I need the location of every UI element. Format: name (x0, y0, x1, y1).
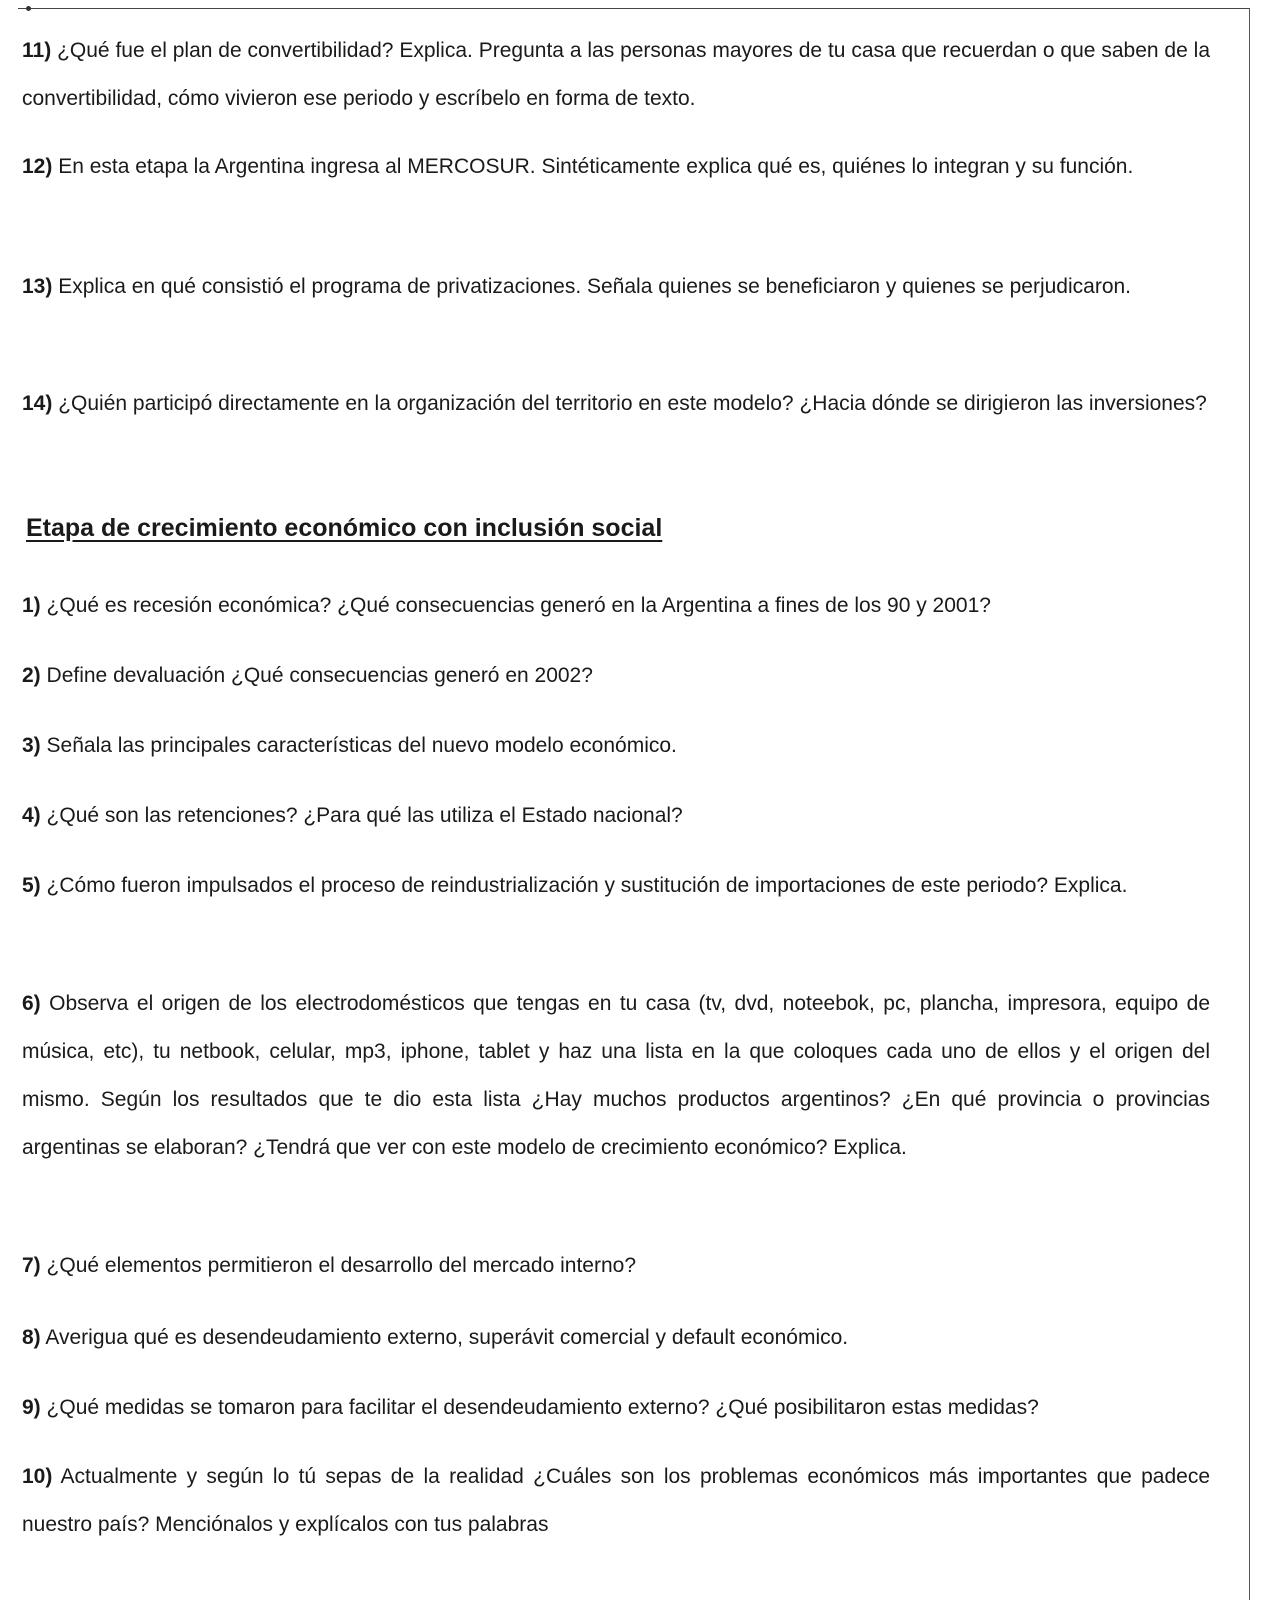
question-number: 14) (22, 392, 53, 415)
question-12 (22, 143, 1210, 191)
question-10 (22, 1453, 1210, 1549)
question-number: 6) (22, 992, 41, 1015)
question-8 (22, 1314, 1210, 1362)
question-number: 10) (22, 1465, 53, 1488)
question-text: Observa el origen de los electrodomésticos que tengas en tu casa (tv, dvd, noteebok, pc, plancha, impresora, equipo de música, etc), tu netbook, celular, mp3, iphone, tablet y haz una lista en la que coloques cada uno de ellos y el origen del mismo. Según los resultados que te dio esta lista ¿Hay muchos productos argentinos? ¿En qué provincia o provincias argentinas se elaboran? ¿Tendrá que ver con este modelo de crecimiento económico? Explica. (22, 992, 1210, 1159)
question-text: ¿Qué fue el plan de convertibilidad? Explica. Pregunta a las personas mayores de tu casa que recuerdan o que saben de la convertibilidad, cómo vivieron ese periodo y escríbelo en forma de texto. (22, 39, 1210, 110)
page-top-border (18, 8, 1250, 9)
question-text: ¿Qué es recesión económica? ¿Qué consecuencias generó en la Argentina a fines de los 90 y 2001? (46, 594, 991, 617)
question-number: 2) (22, 664, 41, 687)
question-7 (22, 1242, 1210, 1290)
question-text: Actualmente y según lo tú sepas de la realidad ¿Cuáles son los problemas económicos más importantes que padece nuestro país? Menciónalos y explícalos con tus palabras (22, 1465, 1210, 1536)
question-number: 5) (22, 874, 41, 897)
question-text: ¿Qué son las retenciones? ¿Para qué las utiliza el Estado nacional? (46, 804, 683, 827)
scan-mark (26, 6, 31, 11)
question-text: Averigua qué es desendeudamiento externo, superávit comercial y default económico. (45, 1326, 849, 1349)
question-1 (22, 582, 1210, 630)
question-text: ¿Cómo fueron impulsados el proceso de reindustrialización y sustitución de importaciones de este periodo? Explica. (46, 874, 1128, 897)
question-text: En esta etapa la Argentina ingresa al MERCOSUR. Sintéticamente explica qué es, quiénes lo integran y su función. (58, 155, 1134, 178)
question-number: 12) (22, 155, 53, 178)
question-number: 3) (22, 734, 41, 757)
question-text: ¿Qué medidas se tomaron para facilitar el desendeudamiento externo? ¿Qué posibilitaron estas medidas? (46, 1396, 1039, 1419)
section-heading: Etapa de crecimiento económico con inclusión social (26, 514, 663, 542)
question-number: 4) (22, 804, 41, 827)
question-text: Define devaluación ¿Qué consecuencias generó en 2002? (46, 664, 593, 687)
question-6 (22, 980, 1210, 1172)
page-right-border (1249, 8, 1250, 1600)
question-5 (22, 862, 1210, 910)
question-text: ¿Qué elementos permitieron el desarrollo del mercado interno? (46, 1254, 636, 1277)
question-number: 1) (22, 594, 41, 617)
question-13 (22, 263, 1210, 311)
question-number: 9) (22, 1396, 41, 1419)
question-number: 7) (22, 1254, 41, 1277)
question-3 (22, 722, 1210, 770)
question-number: 13) (22, 275, 53, 298)
question-11 (22, 27, 1210, 123)
question-4 (22, 792, 1210, 840)
question-9 (22, 1384, 1210, 1432)
question-2 (22, 652, 1210, 700)
question-number: 11) (22, 39, 52, 62)
question-text: Explica en qué consistió el programa de privatizaciones. Señala quienes se beneficiaron y quienes se perjudicaron. (58, 275, 1132, 298)
question-number: 8) (22, 1326, 41, 1349)
question-text: ¿Quién participó directamente en la organización del territorio en este modelo? ¿Hacia dónde se dirigieron las inversiones? (58, 392, 1207, 415)
question-text: Señala las principales características del nuevo modelo económico. (46, 734, 677, 757)
question-14 (22, 380, 1210, 428)
